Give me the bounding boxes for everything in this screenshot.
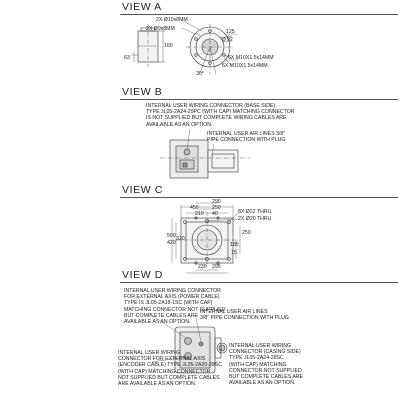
view-a-angle: 30° xyxy=(196,71,204,77)
view-c-thru20-label: 2X Ø20 THRU xyxy=(238,216,272,222)
view-b-connector-callout xyxy=(146,103,295,128)
view-d-power-line-1: INTERNAL USER WIRING CONNECTOR xyxy=(124,288,221,294)
view-d-encoder-line-4: (WITH CAP) MATCHING CONNECTOR xyxy=(118,368,211,375)
view-b-airline-line-1: INTERNAL USER AIR LINES 3/8" xyxy=(207,131,286,137)
view-a-dim-63: 63 xyxy=(124,55,130,61)
view-a-dim-92: 92 xyxy=(227,37,233,43)
view-c-dim-320: 320 xyxy=(176,236,185,242)
view-a-dim-125: 125 xyxy=(226,29,235,35)
view-c-dim-250-right: 250 xyxy=(242,230,251,236)
view-d-title: VIEW D xyxy=(122,269,163,281)
view-c-dim-450: 450 xyxy=(190,205,199,211)
view-d-encoder-line-2: CONNECTOR FOR EXTERNAL AXIS xyxy=(118,356,206,363)
view-d-encoder-line-1: INTERNAL USER WIRING xyxy=(118,350,181,356)
view-d-airline-line-1: INTERNAL USER AIR LINES xyxy=(200,309,268,315)
view-c-dim-40: 40 xyxy=(212,211,218,217)
view-d-encoder-line-6: ARE AVAILABLE AS AN OPTION. xyxy=(118,381,197,388)
view-b-title: VIEW B xyxy=(122,86,163,98)
view-d-casing-callout xyxy=(229,343,303,386)
view-d-power-line-2: FOR EXTERNAL AXIS (POWER CABLE) xyxy=(124,294,220,301)
view-d-encoder-line-5: NOT SUPPLIED BUT COMPLETE CABLES xyxy=(118,374,220,381)
view-d-power-line-6: AVAILABLE AS AN OPTION. xyxy=(124,319,191,326)
view-a-thread-label-2: 6X M10X1.5x14MM xyxy=(222,63,268,69)
view-d-power-line-4: MATCHING CONNECTOR NOT SUPPLIED xyxy=(124,306,226,313)
view-c-dim-290: 290 xyxy=(212,199,221,205)
view-c-dim-250: 250 xyxy=(212,205,221,211)
view-c-dim-210: 210 xyxy=(195,211,204,217)
view-c-thru22-label: 8X Ø22 THRU xyxy=(238,209,272,215)
view-d-casing-line-3: TYPE JL05-2A24-28SC xyxy=(229,355,284,362)
view-b-airline-callout xyxy=(207,131,285,143)
view-d-encoder-callout xyxy=(118,350,222,387)
view-c-dim-185: 185 xyxy=(230,242,239,248)
view-a-bore-large-label: 2X Ø10x8MM xyxy=(156,17,188,23)
view-c-dim-295: 295 xyxy=(212,264,221,270)
view-d-airline-callout xyxy=(200,309,289,321)
view-d-power-line-3: TYPE IS JL05-2A18-1SC (WITH CAP) xyxy=(124,300,213,307)
view-c-dim-230: 230 xyxy=(198,264,207,270)
view-d-casing-line-2: CONNECTOR (CASING SIDE) xyxy=(229,349,301,356)
view-a-dim-160: 160 xyxy=(164,43,173,49)
view-b-connector-line-4: AVAILABLE AS AN OPTION. xyxy=(146,121,213,128)
view-d-casing-line-6: BUT COMPLETE CABLES ARE xyxy=(229,374,303,381)
view-c-dim-500: 500 xyxy=(167,233,176,239)
view-d-casing-line-7: AVAILABLE AS AN OPTION. xyxy=(229,380,296,387)
view-b-airline-line-2: PIPE CONNECTION WITH PLUG xyxy=(207,137,286,144)
view-d-airline-line-2: 3/8" PIPE CONNECTION WITH PLUG xyxy=(200,315,289,322)
view-d-power-line-5: BUT COMPLETE CABLES ARE xyxy=(124,312,198,319)
view-d-casing-line-4: (WITH CAP) MATCHING xyxy=(229,361,287,368)
view-b-connector-line-1: INTERNAL USER WIRING CONNECTOR (BASE SIDE) xyxy=(146,103,276,109)
view-d-casing-line-1: INTERNAL USER WIRING xyxy=(229,343,292,349)
view-b-connector-line-2: TYPE JL05-2A24-29PC (WITH CAP) MATCHING CONNECTOR xyxy=(146,109,295,116)
view-a-title: VIEW A xyxy=(122,1,162,13)
view-d-casing-line-5: CONNECTOR NOT SUPPLIED xyxy=(229,367,302,374)
view-d-encoder-line-3: (ENCODER CABLE) TYPE JL05-2A20-29SC xyxy=(118,362,222,369)
view-a-bore-small-label: 2X Ø9x8MM xyxy=(146,26,175,32)
view-c-title: VIEW C xyxy=(122,184,163,196)
view-c-dim-420: 420 xyxy=(167,240,176,246)
view-a-thread-label-1: 6X M10X1.5x14MM xyxy=(228,55,274,61)
view-b-connector-line-3: IS NOT SUPPLIED BUT COMPLETE WIRING CABLES ARE xyxy=(146,115,287,122)
view-c-dim-15: 15 xyxy=(231,250,237,256)
